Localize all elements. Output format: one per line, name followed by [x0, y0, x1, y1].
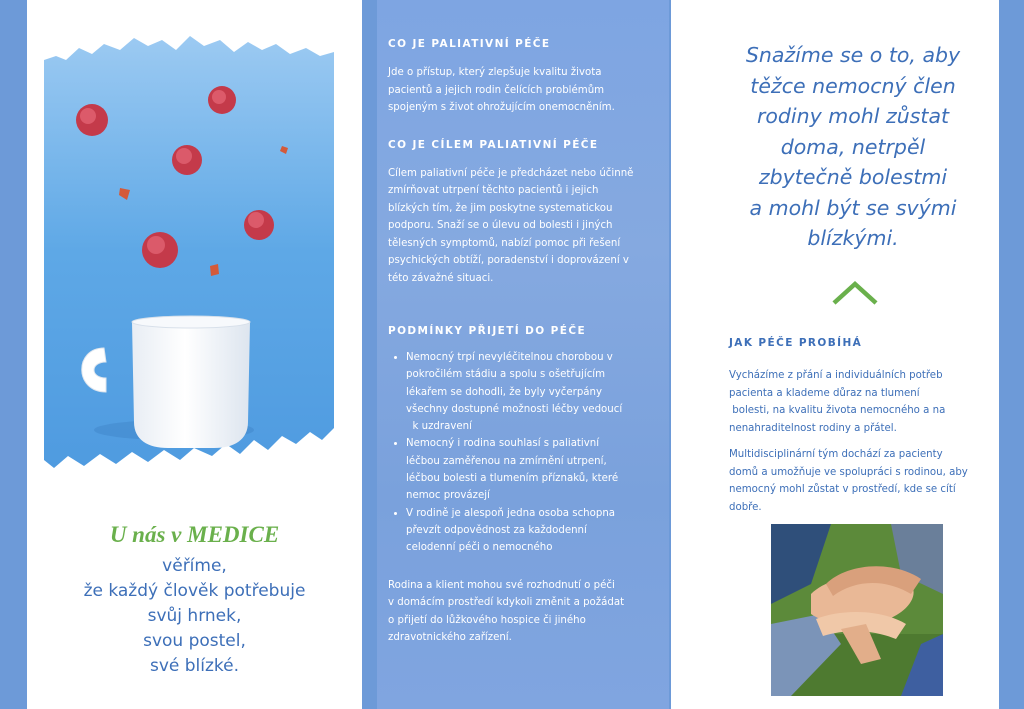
middle-content	[388, 38, 650, 647]
slogan-line: že každý člověk potřebuje	[83, 581, 306, 601]
paragraph-line: spojeným s život ohrožujícím onemocněním.	[388, 102, 615, 113]
section-paragraph	[388, 64, 650, 117]
paragraph-line: tělesných symptomů, nabízí pomoc při řešení	[388, 237, 621, 249]
quote-line: těžce nemocný člen	[750, 73, 956, 98]
section-heading: PODMÍNKY PŘIJETÍ DO PÉČE	[388, 325, 587, 337]
list-item-line: celodenní péči o nemocného	[406, 542, 553, 554]
paragraph-line: pacientů a jejich rodin čelících problémům	[388, 84, 605, 96]
paragraph-line: Multidisciplinární tým dochází za pacienty	[729, 449, 943, 460]
paragraph-line: podporu. Snaží se o úlevu od bolesti i jiných	[388, 220, 613, 231]
closing-paragraph	[388, 577, 650, 647]
paragraph-line: této závažné situaci.	[388, 272, 494, 284]
conditions-list	[388, 349, 650, 557]
chevron-up-icon	[831, 280, 879, 306]
paragraph-line: domů a umožňuje ve spolupráci s rodinou, aby	[729, 466, 968, 478]
list-item-line: • Nemocný i rodina souhlasí s paliativní	[406, 438, 600, 450]
section-paragraph	[729, 446, 984, 516]
list-item-line: léčbou zaměřenou na zmírnění utrpení,	[406, 455, 607, 467]
slogan-headline: U nás v MEDICE	[109, 522, 280, 547]
list-item-line: • V rodině je alespoň jedna osoba schopna	[406, 507, 616, 519]
paragraph-line: v domácím prostředí kdykoli změnit a požádat	[388, 597, 625, 609]
middle-panel	[377, 0, 669, 709]
slogan-line: svůj hrnek,	[147, 606, 242, 626]
slogan-line: svou postel,	[143, 631, 246, 651]
right-panel	[671, 0, 999, 709]
paragraph-line: pacienta a klademe důraz na tlumení	[729, 387, 920, 399]
mission-quote	[731, 40, 975, 254]
paragraph-line: nemocný mohl zůstat v prostředí, kde se cítí	[729, 484, 956, 495]
mug-with-roses-image	[44, 30, 334, 480]
quote-line: rodiny mohl zůstat	[756, 104, 950, 128]
quote-line: blízkými.	[807, 226, 899, 250]
paragraph-line: psychických obtíží, poradenství i doprovázení v	[388, 255, 629, 266]
list-item	[406, 349, 650, 435]
quote-line: Snažíme se o to, aby	[745, 43, 961, 67]
paragraph-line: o přijetí do lůžkového hospice či jiného	[388, 614, 586, 626]
paragraph-line: blízkých tím, že jim poskytne systematickou	[388, 202, 613, 214]
list-item-line: • Nemocný trpí nevyléčitelnou chorobou v	[406, 352, 613, 363]
list-item	[406, 505, 650, 557]
section-paragraph	[729, 367, 984, 437]
list-item-line: k uzdravení	[406, 421, 472, 433]
quote-line: zbytečně bolestmi	[758, 165, 948, 189]
section-heading: CO JE PALIATIVNÍ PÉČE	[388, 38, 551, 50]
paragraph-line: Cílem paliativní péče je předcházet nebo účinně	[388, 167, 634, 179]
paragraph-line: Jde o přístup, který zlepšuje kvalitu života	[388, 67, 602, 78]
section-heading: JAK PÉČE PROBÍHÁ	[729, 337, 863, 349]
list-item-line: lékařem se dohodli, že byly vyčerpány	[406, 386, 603, 398]
paragraph-line: nenahraditelnost rodiny a přátel.	[729, 422, 897, 434]
quote-line: doma, netrpěl	[780, 134, 926, 159]
paragraph-line: Vycházíme z přání a individuálních potřeb	[729, 370, 943, 381]
list-item-line: pokročilém stádiu a spolu s ošetřujícím	[406, 369, 606, 381]
list-item	[406, 435, 650, 504]
section-paragraph	[388, 165, 650, 288]
quote-line: a mohl být se svými	[749, 195, 957, 220]
stacked-hands-image	[771, 524, 943, 696]
paragraph-line: zmírňovat utrpení těchto pacientů i jejich	[388, 185, 599, 196]
list-item-line: převzít odpovědnost za každodenní	[406, 524, 587, 536]
left-panel	[27, 0, 362, 709]
paragraph-line: Rodina a klient mohou své rozhodnutí o péči	[388, 579, 615, 591]
slogan-line: své blízké.	[149, 656, 240, 676]
slogan	[27, 522, 362, 679]
paragraph-line: zdravotnického zařízení.	[388, 632, 512, 644]
paragraph-line: dobře.	[729, 501, 762, 513]
paragraph-line: bolesti, na kvalitu života nemocného a na	[729, 405, 946, 416]
section-heading: CO JE CÍLEM PALIATIVNÍ PÉČE	[388, 138, 599, 151]
list-item-line: nemoc provázejí	[406, 490, 490, 502]
slogan-line: věříme,	[162, 556, 227, 576]
list-item-line: všechny dostupné možnosti léčby vedoucí	[406, 403, 623, 415]
list-item-line: léčbou bolesti a tlumením příznaků, které	[406, 473, 619, 485]
